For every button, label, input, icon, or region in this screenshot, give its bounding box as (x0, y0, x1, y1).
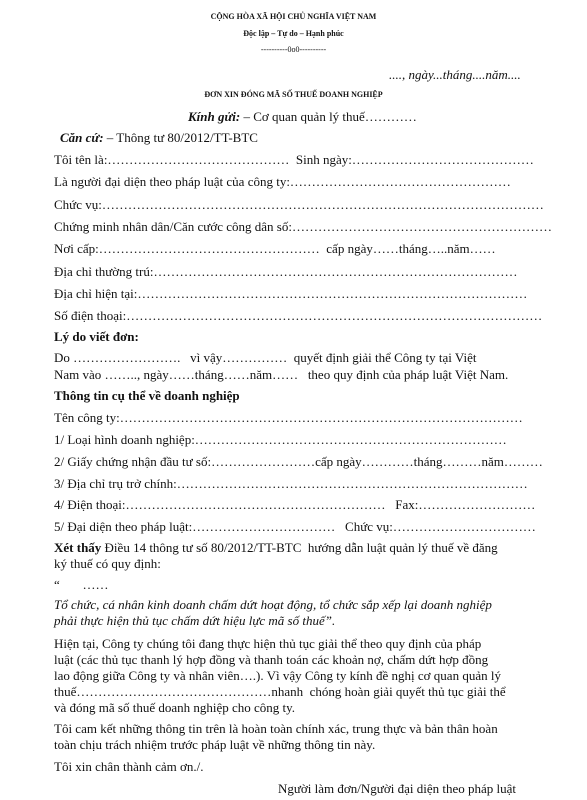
legal-rep-line: 5/ Đại diện theo pháp luật:…………………………… Chức vụ:…………………………… (54, 519, 536, 534)
position-line: Chức vụ:………………………………………………………………………………………… (54, 197, 544, 212)
id-line: Chứng minh nhân dân/Căn cước công dân số:…………………………………………………… (54, 219, 552, 234)
representative-line: Là người đại diện theo pháp luật của công ty:…………………………………………… (54, 174, 511, 189)
phone-line: Số điện thoại:…………………………………………………………………………………… (54, 308, 543, 323)
body-p1-line-5: và đóng mã số thuế doanh nghiệp cho công ty. (54, 700, 296, 715)
permanent-address-line: Địa chỉ thường trú:………………………………………………………………………… (54, 264, 518, 279)
separator: ----------0o0---------- (260, 45, 327, 54)
company-type-line: 1/ Loại hình doanh nghiệp:……………………………………………………………… (54, 432, 507, 447)
reason-heading: Lý do viết đơn: (54, 329, 139, 344)
document-title: ĐƠN XIN ĐÓNG MÃ SỐ THUẾ DOANH NGHIỆP (204, 90, 383, 99)
investment-cert-line: 2/ Giấy chứng nhận đầu tư số:……………………cấp ngày…………tháng………năm……… (54, 454, 543, 469)
reason-line-2: Nam vào …….., ngày……tháng……năm…… theo quy định của pháp luật Việt Nam. (54, 367, 509, 382)
quote-open: “ …… (54, 577, 109, 592)
recipient-label: Kính gửi: (188, 109, 241, 124)
company-heading: Thông tin cụ thể về doanh nghiệp (54, 388, 240, 403)
body-p1-line-4: thuế………………………………………nhanh chóng hoàn giải quyết thủ tục giải thể (54, 684, 506, 699)
body-p2-line-1: Tôi cam kết những thông tin trên là hoàn toàn chính xác, trung thực và bản thân hoàn (54, 721, 498, 736)
name-line: Tôi tên là:…………………………………… Sinh ngày:…………………………………… (54, 152, 534, 167)
basis-label: Căn cứ: (60, 130, 104, 145)
company-address-line: 3/ Địa chỉ trụ trở chính:……………………………………………………………………… (54, 476, 528, 491)
reason-line-1: Do ……………………. vì vậy…………… quyết định giải thể Công ty tại Việt (54, 350, 477, 365)
issue-line: Nơi cấp:…………………………………………… cấp ngày……tháng…..năm…… (54, 241, 496, 256)
current-address-line: Địa chỉ hiện tại:……………………………………………………………………………… (54, 286, 528, 301)
recipient-line (188, 109, 417, 125)
body-p1-line-1: Hiện tại, Công ty chúng tôi đang thực hiện thủ tục giải thể theo quy định của pháp (54, 636, 482, 651)
motto: Độc lập – Tự do – Hạnh phúc (243, 29, 344, 38)
quote-line-2: phải thực hiện thủ tục chấm dứt hiệu lực mã số thuế”. (54, 613, 336, 628)
thanks-line: Tôi xin chân thành cảm ơn./. (54, 759, 204, 774)
signature-label: Người làm đơn/Người đại diện theo pháp luật (278, 781, 516, 796)
company-phone-line: 4/ Điện thoại:…………………………………………………… Fax:……………………… (54, 497, 536, 512)
date-line: ...., ngày...tháng....năm.... (389, 67, 521, 82)
consideration-line-1 (54, 540, 498, 556)
basis-text: – Thông tư 80/2012/TT-BTC (103, 130, 258, 145)
body-p1-line-3: lao động giữa Công ty và nhân viên….). Vì vậy Công ty kính đề nghị cơ quan quản lý (54, 668, 501, 683)
recipient-text: – Cơ quan quản lý thuế………… (240, 109, 417, 124)
consideration-text: Điều 14 thông tư số 80/2012/TT-BTC hướng dẫn luật quản lý thuế về đăng (101, 540, 498, 555)
body-p2-line-2: toàn chịu trách nhiệm trước pháp luật về những thông tin này. (54, 737, 376, 752)
company-name-line: Tên công ty:………………………………………………………………………………… (54, 410, 523, 425)
country-heading: CỘNG HÒA XÃ HỘI CHỦ NGHĨA VIỆT NAM (210, 12, 377, 21)
consideration-line-2: ký thuế có quy định: (54, 556, 161, 571)
quote-line-1: Tổ chức, cá nhân kinh doanh chấm dứt hoạt động, tổ chức sắp xếp lại doanh nghiệp (54, 597, 492, 612)
body-p1-line-2: luật (các thủ tục thanh lý hợp đồng và thanh toán các khoản nợ, chấm dứt hợp đồng (54, 652, 489, 667)
consideration-label: Xét thấy (54, 540, 102, 555)
basis-line (60, 130, 258, 146)
